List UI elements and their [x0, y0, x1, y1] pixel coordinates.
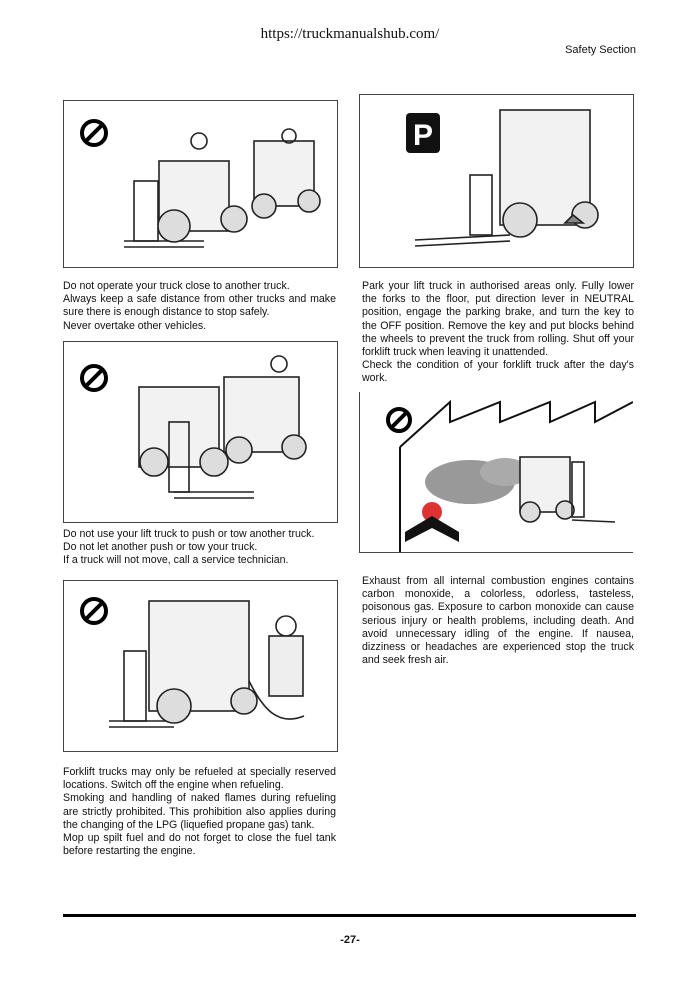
text-block-exhaust	[362, 575, 634, 667]
text-block-push-tow	[63, 528, 336, 568]
paragraph: Forklift trucks may only be refueled at specially reserved locations. Switch off the engine when refueling.	[63, 766, 336, 792]
forklift-illustration	[412, 110, 598, 246]
figure-refueling	[63, 580, 338, 752]
figure-push-tow	[63, 341, 338, 523]
gas-warning-icon	[405, 502, 459, 542]
paragraph: Park your lift truck in authorised areas only. Fully lower the forks to the floor, put direction lever in NEUTRAL position, engage the parking brake, and turn the key to the OFF position. Remove the key and put blocks behind the wheels to prevent the truck from rolling. Shut off your forklift truck when leaving it unattended.	[362, 280, 634, 359]
roof-outline	[400, 402, 633, 447]
prohibited-sign-icon	[388, 409, 410, 431]
figure-parking	[359, 94, 634, 268]
parking-sign-icon	[406, 113, 440, 153]
figure-exhaust	[359, 392, 633, 553]
text-block-parking	[362, 280, 634, 386]
text-block-refuel	[63, 766, 336, 858]
footer-rule	[63, 914, 636, 917]
parking-letter: P	[412, 119, 434, 152]
paragraph: Mop up spilt fuel and do not forget to close the fuel tank before restarting the engine.	[63, 832, 336, 858]
forklift-illustration	[109, 601, 304, 727]
prohibited-sign-icon	[82, 599, 106, 623]
page-number: -27-	[340, 934, 360, 946]
forklift-illustration	[520, 457, 615, 522]
paragraph: If a truck will not move, call a service technician.	[63, 554, 289, 567]
paragraph: Always keep a safe distance from other trucks and make sure there is enough distance to stop safely.	[63, 293, 336, 319]
paragraph: Do not use your lift truck to push or tow another truck.	[63, 528, 315, 540]
paragraph: Smoking and handling of naked flames during refueling are strictly prohibited. This prohibition also applies during the changing of the LPG (liquefied propane gas) tank.	[63, 792, 336, 831]
paragraph: Do not let another push or tow your truck.	[63, 541, 258, 554]
paragraph: Do not operate your truck close to another truck.	[63, 280, 290, 292]
figure-trucks-close	[63, 100, 338, 268]
text-block-close-truck	[63, 280, 336, 333]
prohibited-sign-icon	[82, 121, 106, 145]
header-url: https://truckmanualshub.com/	[260, 26, 440, 42]
forklift-illustration	[139, 356, 306, 498]
section-title: Safety Section	[565, 44, 636, 56]
forklift-illustration	[124, 129, 320, 247]
paragraph: Never overtake other vehicles.	[63, 319, 207, 332]
paragraph: Check the condition of your forklift truck after the day's work.	[362, 359, 634, 385]
paragraph: Exhaust from all internal combustion engines contains carbon monoxide, a colorless, odorless, tasteless, poisonous gas. Exposure to carbon monoxide can cause serious injury or health problems, including death. And avoid unnecessary idling of the engine. If nausea, dizziness or headaches are experienced stop the truck and seek fresh air.	[362, 575, 634, 667]
prohibited-sign-icon	[82, 366, 106, 390]
